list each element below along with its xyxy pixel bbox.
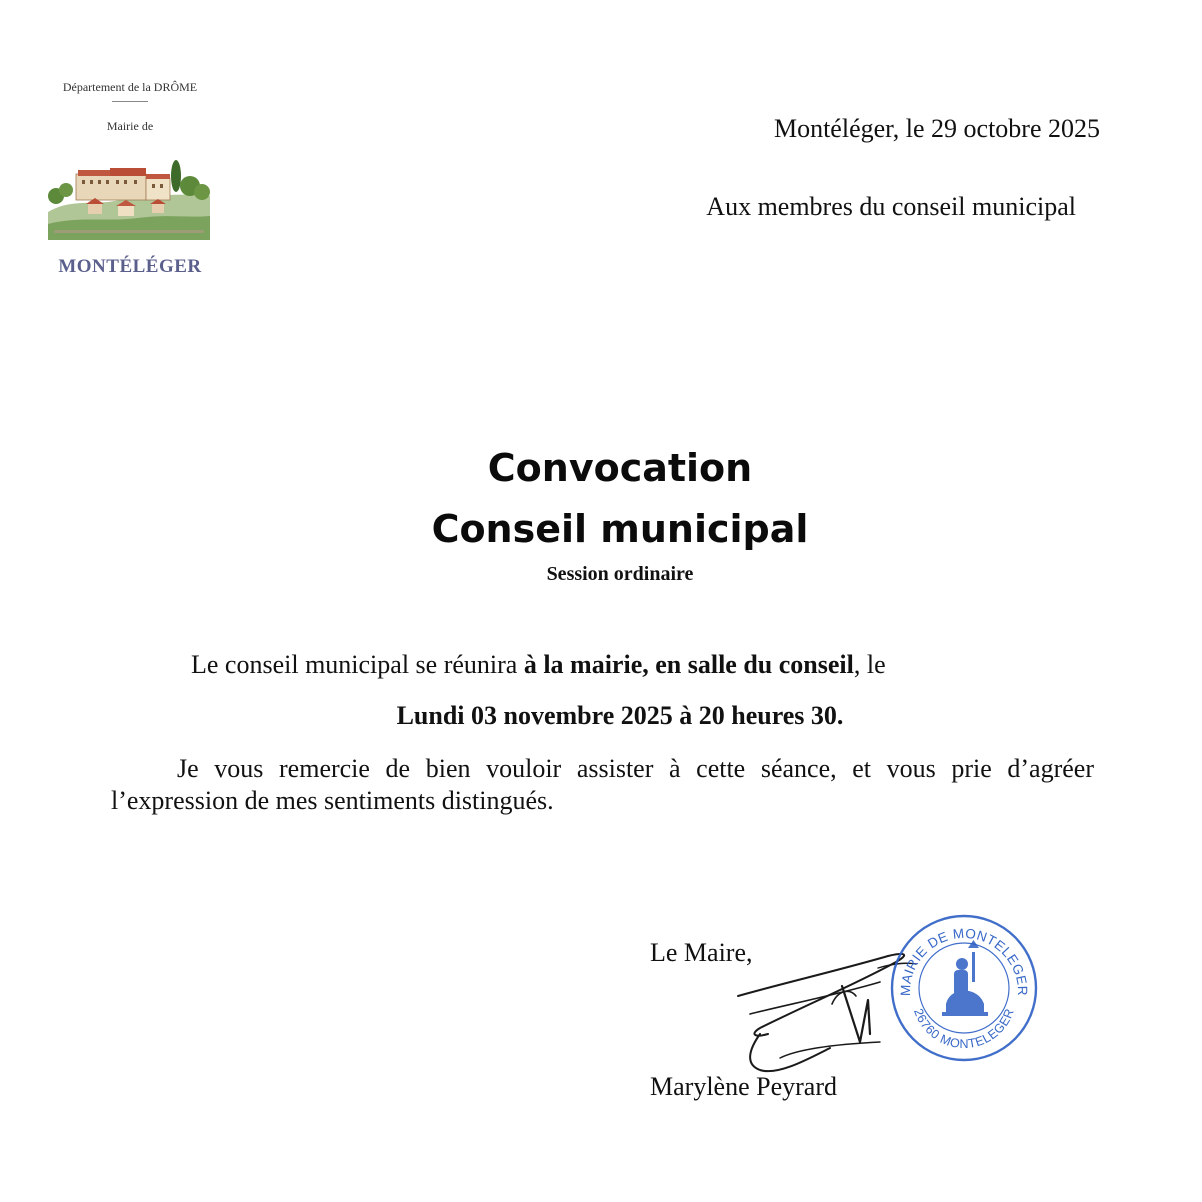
para1-end: , le — [853, 650, 886, 679]
para1-location: à la mairie, en salle du conseil — [523, 650, 854, 679]
recipient-line: Aux membres du conseil municipal — [706, 192, 1076, 221]
svg-text:26760 MONTELEGER: 26760 MONTELEGER — [911, 1006, 1017, 1052]
letterhead-town-name: MONTÉLÉGER — [58, 256, 202, 277]
meeting-date-time: Lundi 03 novembre 2025 à 20 heures 30. — [396, 701, 844, 730]
session-type: Session ordinaire — [546, 563, 694, 585]
meeting-location-paragraph — [191, 650, 1091, 680]
letterhead-mairie-de: Mairie de — [106, 119, 154, 133]
closing-paragraph: Je vous remercie de bien vouloir assister à cette séance, et vous prie d’agréer l’expression de mes sentiments distingués. — [111, 754, 1094, 815]
letterhead-department: Département de la DRÔME — [62, 80, 198, 94]
para1-start: Le conseil municipal se réunira — [191, 650, 524, 679]
title-conseil-municipal: Conseil municipal — [431, 507, 809, 551]
letterhead-divider — [112, 101, 148, 102]
signer-name: Marylène Peyrard — [650, 1072, 837, 1101]
village-illustration — [48, 152, 210, 240]
svg-text:MAIRIE DE MONTELEGER: MAIRIE DE MONTELEGER — [897, 925, 1031, 997]
place-and-date: Montéléger, le 29 octobre 2025 — [773, 114, 1100, 143]
title-convocation: Convocation — [487, 446, 753, 490]
official-stamp — [888, 912, 1040, 1064]
signer-role: Le Maire, — [650, 938, 753, 967]
